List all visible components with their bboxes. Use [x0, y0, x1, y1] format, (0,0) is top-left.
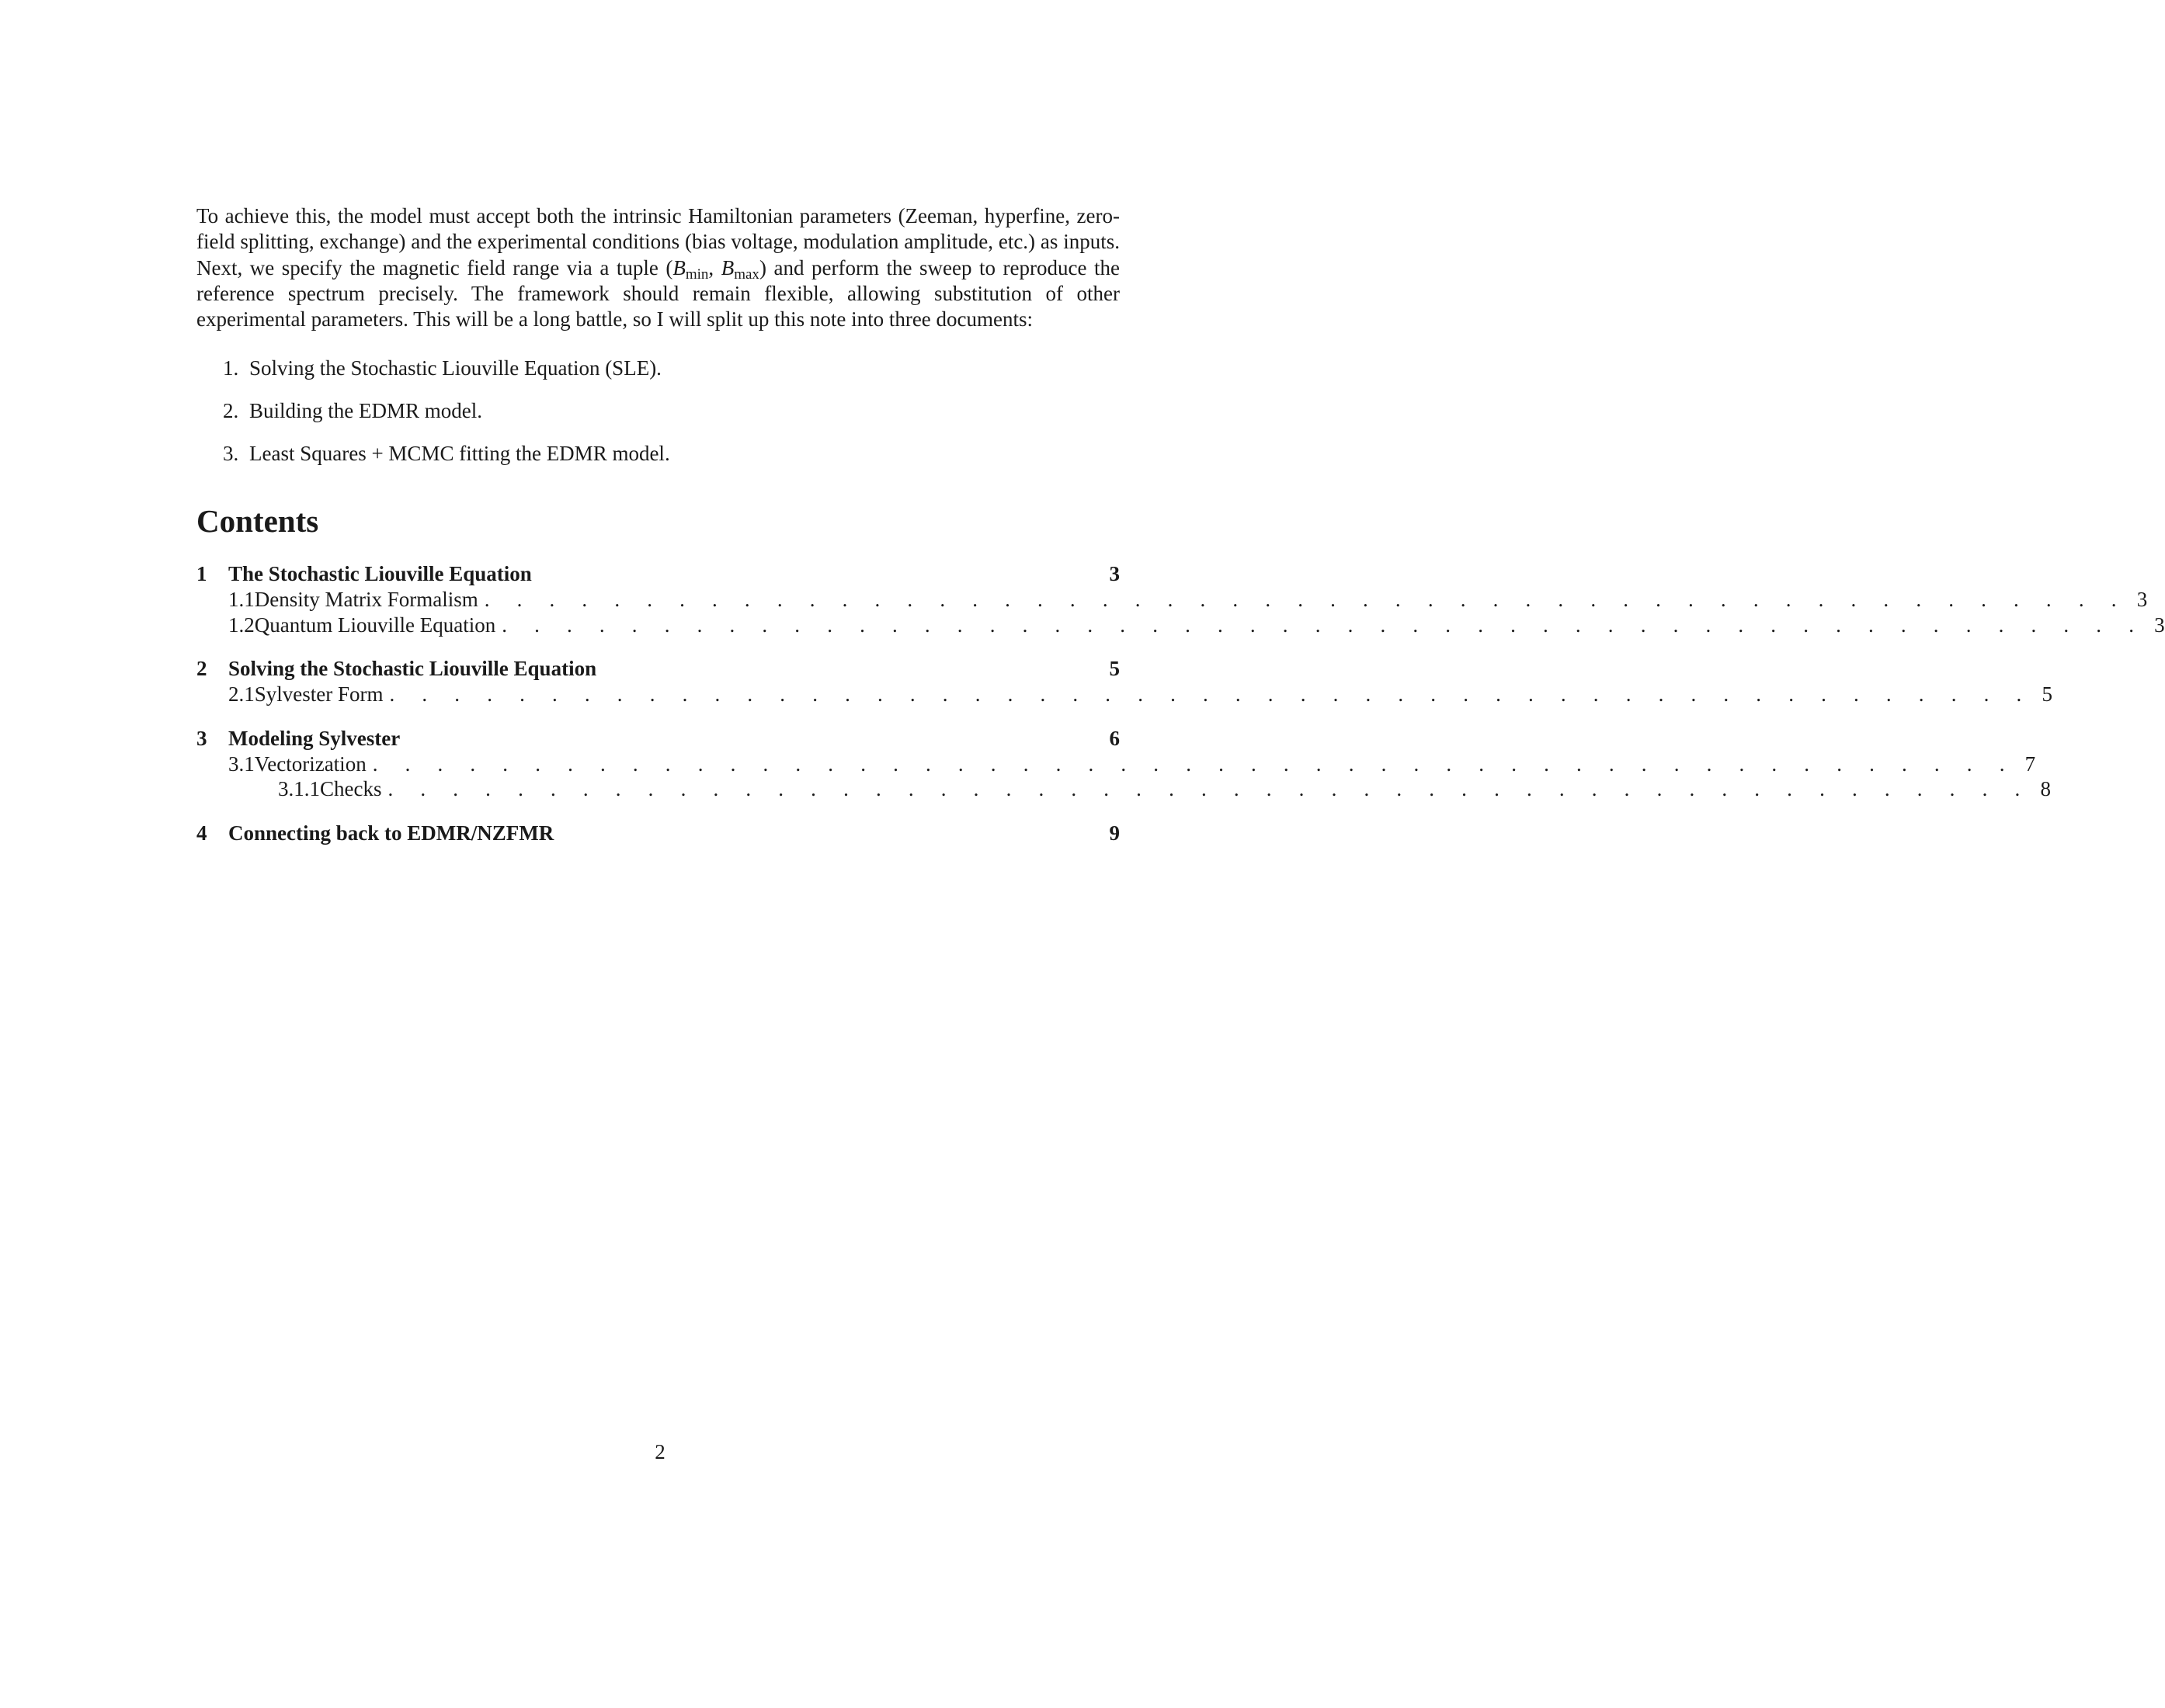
plan-item: 3. Least Squares + MCMC fitting the EDMR model.: [223, 442, 670, 466]
toc-group-1: [196, 561, 2165, 637]
toc-leader: . . . . . . . . . . . . . . . . . . . . . . . . . . . . . . . . . . . . . . . . . . . . . . . . . . .: [502, 613, 2146, 637]
toc-subsection-3-1[interactable]: 3.1 Vectorization . . . . . . . . . . . . . . . . . . . . . . . . . . . . . . . . . . . . . . . . . . . . . . . . . . . 7: [228, 752, 2036, 776]
toc-leader: . . . . . . . . . . . . . . . . . . . . . . . . . . . . . . . . . . . . . . . . . . . . . . . . . . .: [389, 682, 2033, 706]
toc-group-4: [196, 821, 1120, 846]
intro-paragraph: To achieve this, the model must accept both the intrinsic Hamiltonian parameters (Zeeman, hyperfine, zero-field splitting, exchange) and the experimental conditions (bias voltage, modulation amplitude, etc.) as inputs. Next, we specify the magnetic field range via a tuple ($B_{min}$, $B_{max}$) and perform the sweep to reproduce the reference spectrum precisely. The framework should remain flexible, allowing substitution of other experimental parameters. This will be a long battle, so I will split up this note into three documents:: [196, 204, 1120, 332]
toc-heading: Contents: [196, 503, 319, 540]
toc-subsection-1-1[interactable]: 1.1 Density Matrix Formalism . . . . . . . . . . . . . . . . . . . . . . . . . . . . . . . . . . . . . . . . . . . . . . . . . . . 3: [228, 588, 2148, 612]
plan-item: 1. Solving the Stochastic Liouville Equation (SLE).: [223, 356, 662, 380]
toc-section-1[interactable]: 1 The Stochastic Liouville Equation 3: [196, 562, 1120, 586]
toc-leader: . . . . . . . . . . . . . . . . . . . . . . . . . . . . . . . . . . . . . . . . . . . . . . . . . . .: [484, 588, 2128, 612]
toc-group-3: [196, 726, 2051, 802]
toc-section-3[interactable]: 3 Modeling Sylvester 6: [196, 726, 1120, 750]
toc-subsection-1-2[interactable]: 1.2 Quantum Liouville Equation . . . . . . . . . . . . . . . . . . . . . . . . . . . . . . . . . . . . . . . . . . . . . . . . . . . 3: [228, 613, 2165, 637]
toc-leader: . . . . . . . . . . . . . . . . . . . . . . . . . . . . . . . . . . . . . . . . . . . . . . . . . . .: [372, 752, 2016, 776]
toc-subsubsection-3-1-1[interactable]: 3.1.1 Checks . . . . . . . . . . . . . . . . . . . . . . . . . . . . . . . . . . . . . . . . . . . . . . . . . . . 8: [278, 777, 2051, 801]
toc-group-2: [196, 656, 2052, 707]
toc-leader: . . . . . . . . . . . . . . . . . . . . . . . . . . . . . . . . . . . . . . . . . . . . . . . . . . .: [387, 777, 2031, 801]
toc-section-4[interactable]: 4 Connecting back to EDMR/NZFMR 9: [196, 821, 1120, 845]
page-number: 2: [655, 1440, 665, 1463]
page-content: [196, 203, 2165, 865]
document-plan-list: [196, 356, 1120, 467]
math-bmin: $B_{min}$: [672, 255, 709, 283]
toc-subsection-2-1[interactable]: 2.1 Sylvester Form . . . . . . . . . . . . . . . . . . . . . . . . . . . . . . . . . . . . . . . . . . . . . . . . . . . 5: [228, 682, 2052, 706]
math-bmax: $B_{max}$: [721, 255, 759, 283]
toc-section-2[interactable]: 2 Solving the Stochastic Liouville Equation 5: [196, 657, 1120, 681]
table-of-contents: [196, 561, 2165, 846]
plan-item: 2. Building the EDMR model.: [223, 399, 482, 423]
